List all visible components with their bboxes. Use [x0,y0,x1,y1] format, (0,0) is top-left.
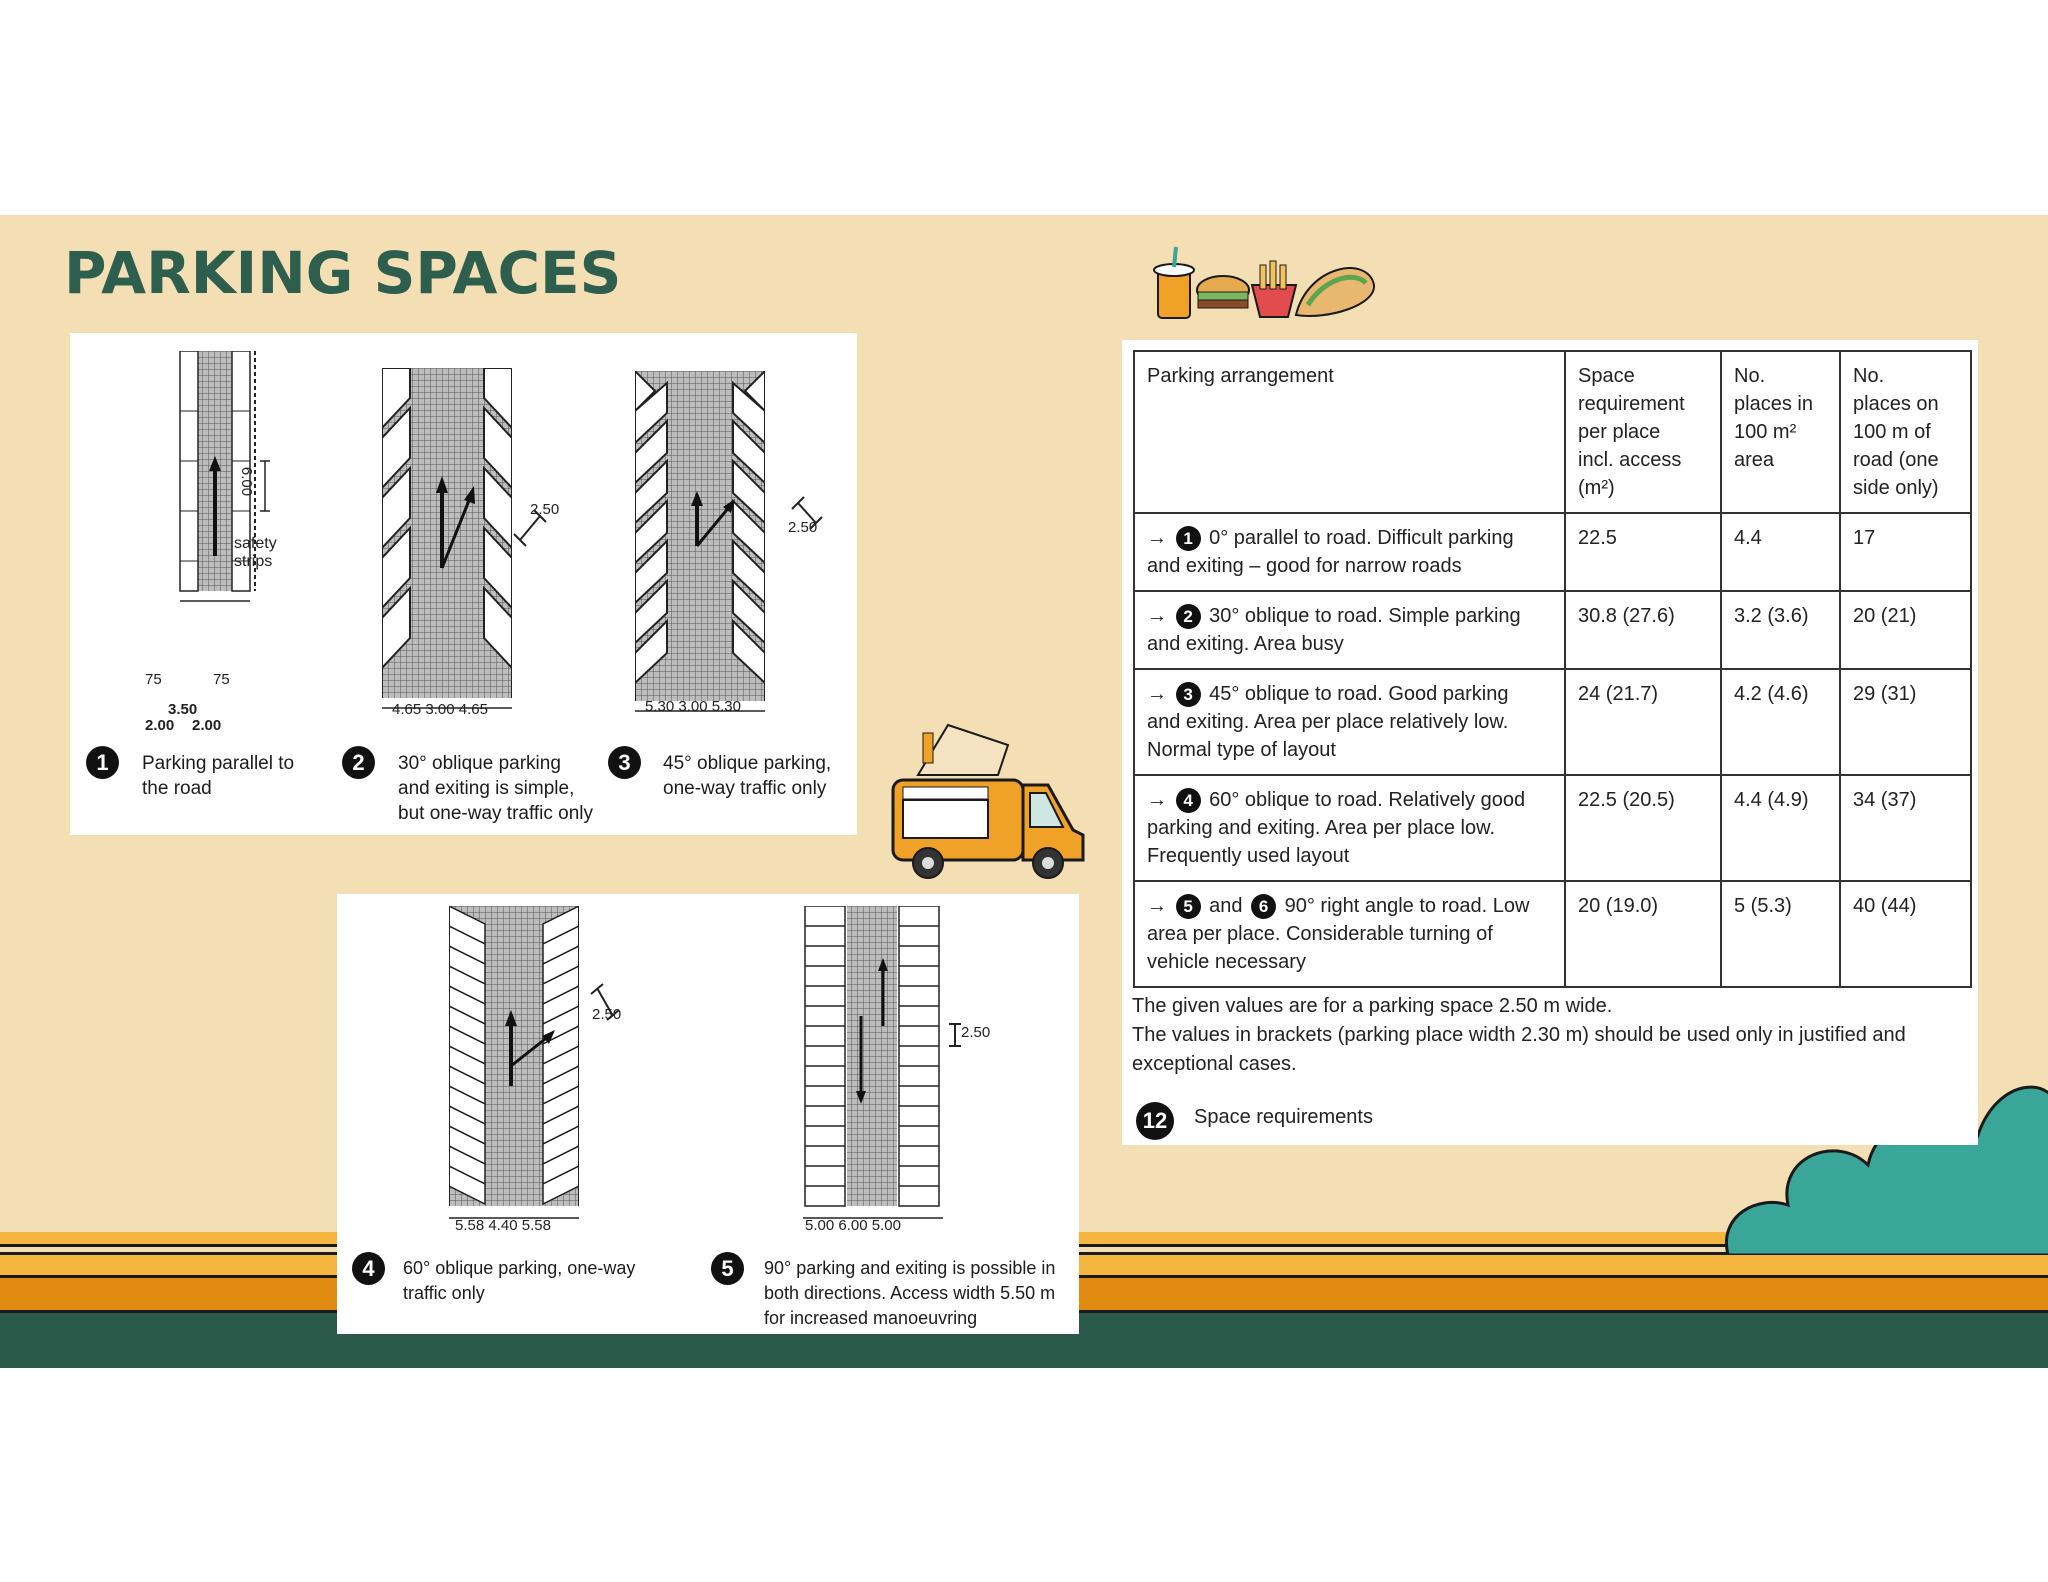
table-cell: 40 (44) [1840,881,1971,987]
table-header: No. places in 100 m² area [1721,351,1840,513]
diagram-panel-top [70,333,857,835]
diagram-caption: 45° oblique parking, one-way traffic only [663,753,832,799]
diagram-number: 2 [342,746,375,779]
dim-label: 5.58 4.40 5.58 [455,1217,551,1234]
food-icon [1148,245,1378,325]
safety-label: strips [234,553,273,570]
oblique-60-parking-diagram [449,906,579,1226]
dim-label: 2.50 [961,1024,991,1041]
table-cell: 29 (31) [1840,669,1971,775]
table-cell: 22.5 (20.5) [1565,775,1721,881]
table-cell: 17 [1840,513,1971,591]
table-cell: 34 (37) [1840,775,1971,881]
table-cell: 4.4 [1721,513,1840,591]
table-header-row [1134,351,1971,513]
figure-number: 12 [1136,1102,1174,1140]
diagram-number: 4 [352,1252,385,1285]
table-header: No. places on 100 m of road (one side only) [1840,351,1971,513]
table-row [1134,591,1971,669]
table-cell: 4.2 (4.6) [1721,669,1840,775]
row-number: 5 [1176,894,1201,919]
dim-label: 6.00 [238,466,256,497]
perpendicular-parking-diagram [803,906,943,1226]
table-cell: 4.4 (4.9) [1721,775,1840,881]
figure-caption: Space requirements [1194,1106,1373,1128]
table-cell: 5 (5.3) [1721,881,1840,987]
table-header: Space requirement per place incl. access (m²) [1565,351,1721,513]
food-truck-icon [888,715,1088,895]
diagram-number: 1 [86,746,119,779]
dim-label: 5.30 3.00 5.30 [645,698,741,715]
diagram-number: 3 [608,746,641,779]
table-cell: 20 (21) [1840,591,1971,669]
row-number: 6 [1251,894,1276,919]
diagram-caption: 60° oblique parking, one-way traffic only [403,1258,636,1303]
dim-label: 3.50 [168,701,198,718]
table-row [1134,881,1971,987]
table-cell: → 5 and 6 90° right angle to road. Low area per place. Considerable turning of vehicle necessary [1134,881,1565,987]
safety-label: safety [234,535,277,552]
diagram-panel-bottom [337,894,1079,1334]
dim-label: 75 [213,671,230,688]
dim-label: 2.00 [145,717,175,734]
table-cell: → 1 0° parallel to road. Difficult parking and exiting – good for narrow roads [1134,513,1565,591]
oblique-45-parking-diagram [635,371,765,716]
dim-label: 4.65 3.00 4.65 [392,701,488,718]
diagram-caption: 30° oblique parking and exiting is simple, but one-way traffic only [398,753,594,824]
dim-label: 2.50 [592,1006,622,1023]
diagram-caption: Parking parallel to the road [142,753,295,799]
page-title: PARKING SPACES [64,239,622,307]
diagram-number: 5 [711,1252,744,1285]
table-cell: 3.2 (3.6) [1721,591,1840,669]
diagram-caption: 90° parking and exiting is possible in both directions. Access width 5.50 m for increased manoeuvring [764,1258,1056,1328]
row-number: 4 [1176,788,1201,813]
table-cell: → 4 60° oblique to road. Relatively good parking and exiting. Area per place low. Frequently used layout [1134,775,1565,881]
table-cell: 24 (21.7) [1565,669,1721,775]
row-number: 2 [1176,604,1201,629]
row-number: 3 [1176,682,1201,707]
table-row [1134,775,1971,881]
table-note: The given values are for a parking space 2.50 m wide. The values in brackets (parking place width 2.30 m) should be used only in justified and exceptional cases. [1132,995,1906,1075]
table-cell: 22.5 [1565,513,1721,591]
oblique-30-parking-diagram [382,368,512,713]
table-header: Parking arrangement [1134,351,1565,513]
space-requirements-table [1133,350,1972,988]
table-row [1134,669,1971,775]
dim-label: 5.00 6.00 5.00 [805,1217,901,1234]
table-cell: → 2 30° oblique to road. Simple parking and exiting. Area busy [1134,591,1565,669]
table-cell: 20 (19.0) [1565,881,1721,987]
dim-label: 75 [145,671,162,688]
row-number: 1 [1176,526,1201,551]
parallel-parking-diagram [130,351,290,616]
dim-label: 2.50 [788,519,818,536]
table-cell: → 3 45° oblique to road. Good parking and exiting. Area per place relatively low. Normal type of layout [1134,669,1565,775]
dim-label: 2.50 [530,501,560,518]
dim-label: 2.00 [192,717,222,734]
table-row [1134,513,1971,591]
table-cell: 30.8 (27.6) [1565,591,1721,669]
